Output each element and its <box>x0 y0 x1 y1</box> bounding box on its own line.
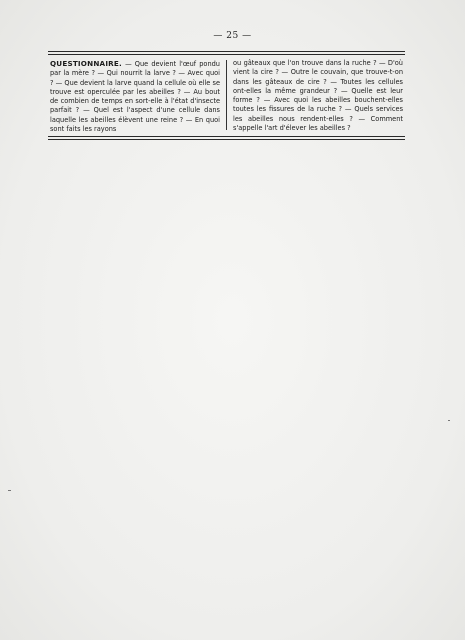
paper-speck <box>448 420 450 421</box>
bottom-rule <box>48 136 405 137</box>
questionnaire-right-column <box>229 59 403 131</box>
questionnaire-right-text: ou gâteaux que l'on trouve dans la ruche ? — D'où vient la cire ? — Outre le couvain, que trouve-t-on dans les gâteaux de cire ? — Toutes les cellules ont-elles la même grandeur ? — Quelle est leur forme ? — Avec quoi les abeilles bouchent-elles toutes les fissures de la ruche ? — Quels services les abeilles nous rendent-elles ? — Comment s'appelle l'art d'élever les abeilles ? <box>233 59 403 133</box>
questionnaire-block <box>50 59 403 134</box>
column-divider <box>226 60 227 130</box>
page-number: — 25 — <box>213 31 252 41</box>
top-rule-secondary <box>48 54 405 55</box>
paper-speck <box>8 490 11 491</box>
top-rule <box>48 51 405 52</box>
questionnaire-left-column <box>50 59 224 134</box>
questionnaire-left-text: — Que devient l'œuf pondu par la mère ? — Qui nourrit la larve ? — Avec quoi ? — Que devient la larve quand la cellule où elle se trouve est operculée par les abeilles ? — Au bout de combien de temps en sort-elle à l'état d'insecte parfait ? — Quel est l'aspect d'une cellule dans laquelle les abeilles élèvent une reine ? — En quoi sont faits les rayons <box>50 60 220 134</box>
questionnaire-heading: QUESTIONNAIRE. <box>50 59 122 68</box>
bottom-rule-secondary <box>48 139 405 140</box>
